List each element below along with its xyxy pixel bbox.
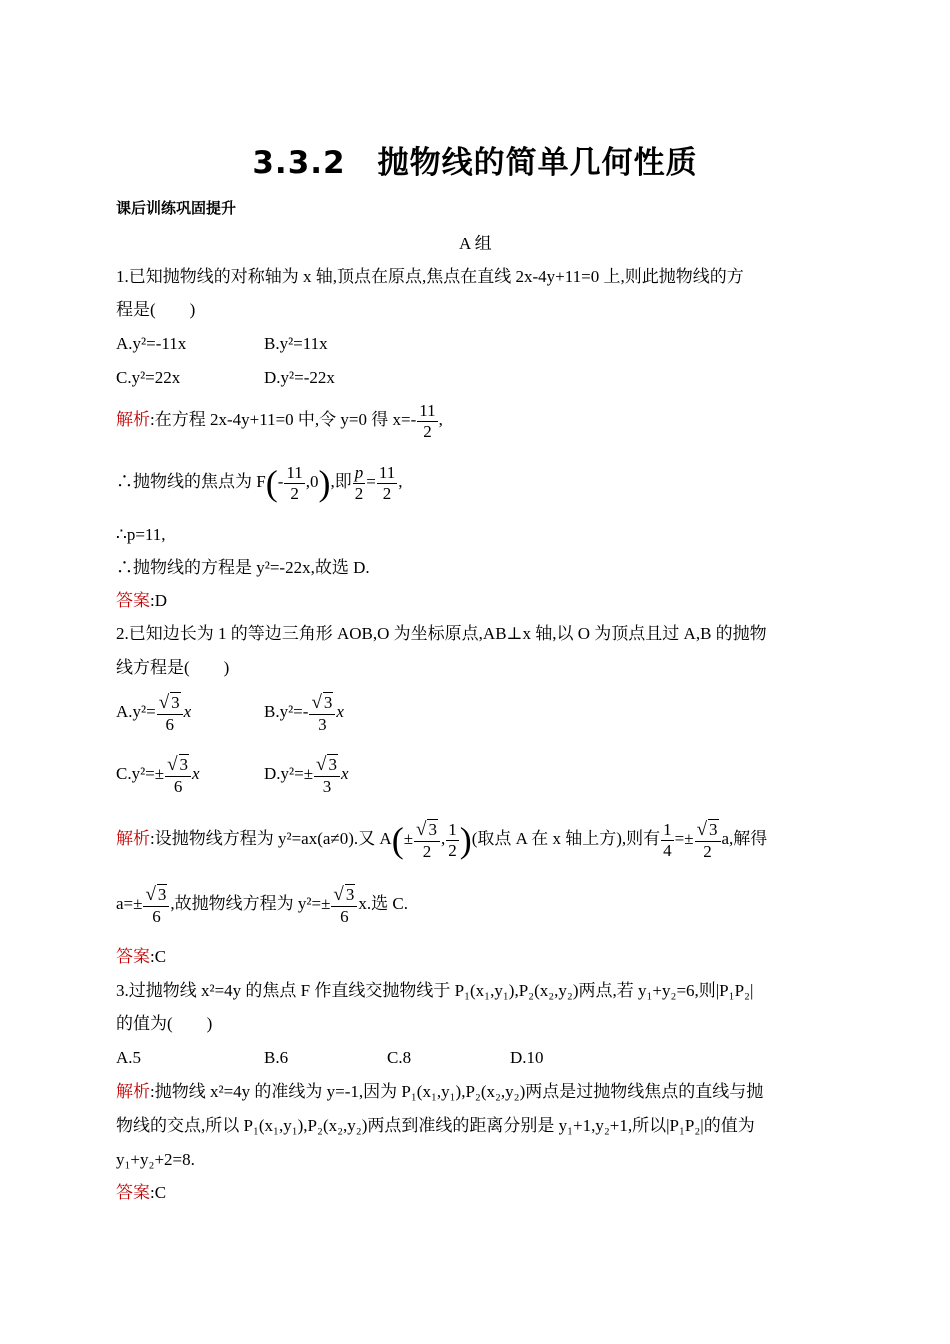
radicand: 3: [157, 884, 167, 904]
fraction: [157, 692, 183, 734]
fraction: [284, 463, 304, 503]
variable: x: [192, 764, 200, 783]
q2-option-d: [264, 752, 349, 796]
denominator: 2: [448, 840, 457, 860]
solution-text: =±: [674, 829, 694, 848]
fraction: [314, 754, 340, 796]
numerator: 11: [419, 401, 436, 421]
q1-solution-line2: ∴抛物线的焦点为 F(- $\frac{11}{2}$ ,0),即 $\frac{p}{2}$ = $\frac{11}{2}$ ,: [116, 463, 403, 504]
solution-text: ,故抛物线方程为 y²=±: [170, 894, 331, 913]
q1-stem-line1: 1.已知抛物线的对称轴为 x 轴,顶点在原点,焦点在直线 2x-4y+11=0 上,则此抛物线的方: [116, 267, 744, 286]
numerator: √ 3: [143, 884, 169, 907]
numerator: 11: [378, 463, 396, 483]
q1-answer: [116, 590, 167, 612]
q1-solution-line4: ∴抛物线的方程是 y²=-22x,故选 D.: [116, 558, 370, 577]
fraction: [695, 819, 721, 861]
fraction: [331, 884, 357, 926]
fraction: [353, 463, 366, 503]
solution-text: ,0: [305, 472, 319, 491]
denominator: 2: [423, 421, 432, 441]
denominator: 3: [318, 714, 327, 734]
q2-answer: [116, 946, 166, 968]
group-label: A 组: [459, 234, 492, 253]
q3-answer: [116, 1182, 166, 1204]
denominator: 2: [290, 483, 299, 503]
numerator: √ 3: [314, 754, 340, 777]
answer-label: 答案: [116, 1183, 150, 1203]
q1-option-a: A.y²=-11x: [116, 334, 187, 353]
option-text: A.y²=: [116, 702, 156, 721]
numerator: p: [354, 463, 364, 483]
section-subtitle: 课后训练巩固提升: [116, 199, 237, 217]
q3-stem-line1: 3.过抛物线 x²=4y 的焦点 F 作直线交抛物线于 P₁(x₁,y₁),P₂(x₂,y₂)两点,若 y₁+y₂=6,则|P₁P₂|: [116, 981, 754, 1000]
numerator: √ 3: [695, 819, 721, 842]
variable: x: [183, 702, 192, 721]
solution-text: :抛物线 x²=4y 的准线为 y=-1,因为 P₁(x₁,y₁),P₂(x₂,y₂)两点是过抛物线焦点的直线与抛: [150, 1082, 764, 1101]
solution-text: ±: [403, 829, 414, 848]
q2-option-c: [116, 752, 200, 796]
solution-text: x.选 C.: [358, 894, 408, 913]
q3-option-b: B.6: [264, 1048, 289, 1067]
radicand: 3: [171, 692, 180, 712]
solution-text: :在方程 2x-4y+11=0 中,令 y=0 得 x=-: [150, 410, 417, 429]
q1-option-c: C.y²=22x: [116, 368, 181, 387]
answer-value: :C: [150, 947, 167, 966]
variable: x: [340, 764, 349, 783]
option-text: C.y²=±: [116, 764, 165, 783]
q2-solution-line2: [116, 882, 408, 926]
fraction: [143, 884, 169, 926]
q3-solution-line3: y₁+y₂+2=8.: [116, 1150, 195, 1169]
radicand: 3: [328, 754, 337, 774]
numerator: 11: [286, 463, 303, 483]
radicand: 3: [323, 692, 333, 712]
solution-text: (取点 A 在 x 轴上方),则有: [471, 829, 661, 848]
answer-value: :C: [150, 1183, 167, 1202]
q1-option-b: B.y²=11x: [264, 334, 328, 353]
option-text: D.y²=±: [264, 764, 314, 783]
q1-solution-line3: ∴p=11,: [116, 525, 166, 544]
q3-option-c: C.8: [387, 1048, 412, 1067]
fraction: [165, 754, 191, 796]
q1-stem-line2: 程是( ): [116, 300, 196, 319]
denominator: 6: [340, 906, 349, 926]
fraction: [446, 820, 459, 860]
numerator: √ 3: [414, 819, 440, 842]
q3-solution-line2: 物线的交点,所以 P₁(x₁,y₁),P₂(x₂,y₂)两点到准线的距离分别是 y₁+1,y₂+1,所以|P₁P₂|的值为: [116, 1116, 755, 1135]
q2-stem-line2: 线方程是( ): [116, 658, 230, 677]
radicand: 3: [345, 884, 355, 904]
option-text: B.y²=-: [264, 702, 309, 721]
q3-stem-line2: 的值为( ): [116, 1014, 213, 1033]
answer-label: 答案: [116, 591, 150, 611]
fraction: [309, 692, 335, 734]
q2-option-b: [264, 690, 344, 734]
numerator: √ 3: [331, 884, 357, 907]
q2-option-a: [116, 690, 191, 734]
denominator: 2: [382, 483, 392, 503]
variable: x: [336, 702, 344, 721]
denominator: 2: [703, 841, 712, 861]
radicand: 3: [709, 819, 718, 839]
answer-value: :D: [150, 591, 167, 610]
page-title: 3.3.2 抛物线的简单几何性质: [252, 145, 698, 181]
numerator: √ 3: [165, 754, 191, 777]
numerator: √ 3: [157, 692, 183, 715]
denominator: 2: [354, 483, 364, 503]
solution-text: :设抛物线方程为 y²=ax(a≠0).又 A: [150, 829, 392, 848]
fraction: [414, 819, 440, 861]
denominator: 6: [165, 714, 174, 734]
fraction: [661, 820, 674, 860]
numerator: 1: [663, 820, 672, 840]
fraction: [417, 401, 437, 441]
analysis-label: 解析: [116, 410, 150, 430]
q2-stem-line1: 2.已知边长为 1 的等边三角形 AOB,O 为坐标原点,AB⊥x 轴,以 O 为顶点且过 A,B 的抛物: [116, 624, 767, 643]
answer-label: 答案: [116, 947, 150, 967]
denominator: 6: [152, 906, 161, 926]
numerator: 1: [448, 820, 457, 840]
q3-option-a: A.5: [116, 1048, 142, 1067]
solution-text: ,即: [330, 472, 352, 491]
analysis-label: 解析: [116, 829, 150, 849]
radicand: 3: [179, 754, 189, 774]
q3-solution-line1: [116, 1081, 763, 1103]
denominator: 2: [422, 841, 432, 861]
denominator: 6: [173, 776, 183, 796]
solution-text: a,解得: [721, 829, 768, 848]
fraction: [377, 463, 397, 503]
solution-text: ∴抛物线的焦点为 F: [116, 472, 266, 491]
numerator: √ 3: [309, 692, 335, 715]
solution-text: a=±: [116, 894, 143, 913]
radicand: 3: [428, 819, 437, 839]
analysis-label: 解析: [116, 1082, 150, 1102]
q3-option-d: D.10: [510, 1048, 544, 1067]
denominator: 4: [663, 840, 672, 860]
q1-solution-line1: 解析:在方程 2x-4y+11=0 中,令 y=0 得 x=- $\frac{11}{2}$ ,: [116, 401, 443, 441]
q2-solution-line1: 解析:设抛物线方程为 y²=ax(a≠0).又 A(± $\frac{√ 3}{2}$ , $\frac{1}{2}$ )(取点 A 在 x 轴上方),则有 $\frac{1}{4}$ =± $\frac{√ 3}{2}$ a,解得: [116, 818, 768, 861]
denominator: 3: [322, 776, 332, 796]
q1-option-d: D.y²=-22x: [264, 368, 335, 387]
